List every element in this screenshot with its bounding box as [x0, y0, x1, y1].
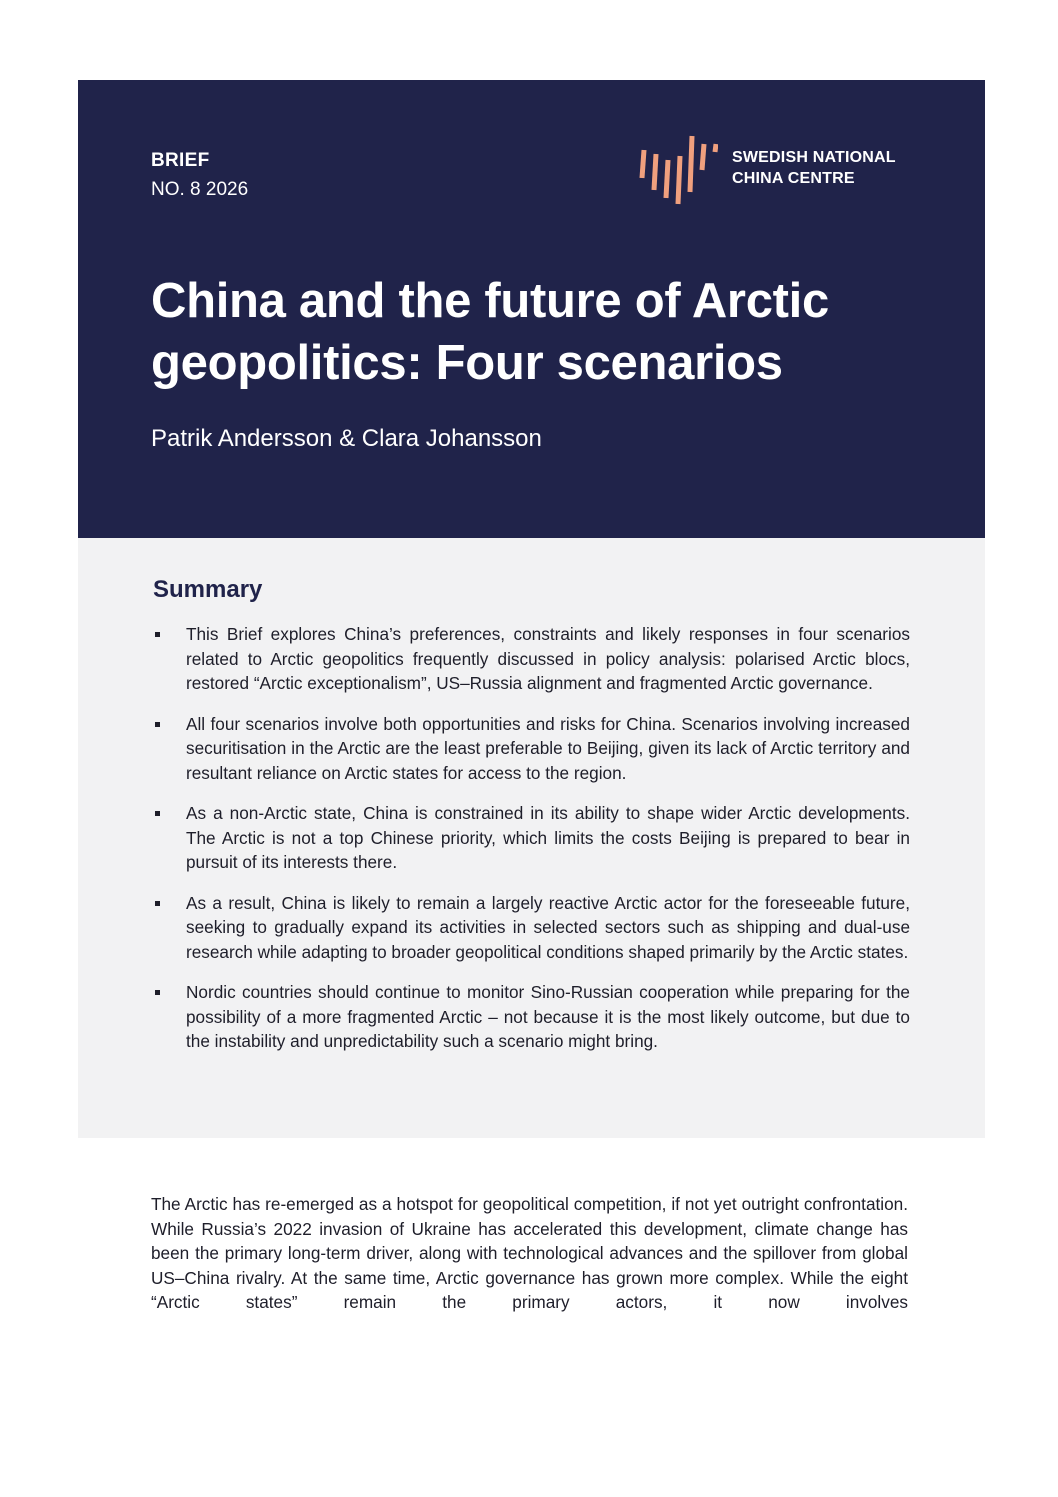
- summary-bullet: [153, 980, 910, 1054]
- summary-bullet-text: All four scenarios involve both opportunities and risks for China. Scenarios involving increased securitisation in the Arctic are the least preferable to Beijing, given its lack of Arctic territory and resultant reliance on Arctic states for access to the region.: [186, 713, 910, 783]
- organization-name-line-1: SWEDISH NATIONAL: [732, 149, 896, 166]
- summary-section: [78, 538, 985, 1138]
- summary-bullet-text: Nordic countries should continue to monitor Sino-Russian cooperation while preparing for the possibility of a more fragmented Arctic – not because it is the most likely outcome, but due to the instability and unpredictability such a scenario might bring.: [186, 982, 910, 1051]
- authors: Patrik Andersson & Clara Johansson: [151, 425, 542, 452]
- series-label: BRIEF: [151, 150, 210, 171]
- series-number: NO. 8 2026: [151, 179, 249, 200]
- header-banner: [78, 80, 985, 538]
- organization-name: [732, 147, 896, 189]
- summary-bullet: [153, 712, 910, 786]
- summary-bullet: [153, 622, 910, 696]
- bullet-square-icon: [155, 632, 160, 637]
- bullet-square-icon: [155, 901, 160, 906]
- summary-bullet-text: As a result, China is likely to remain a largely reactive Arctic actor for the foreseeable future, seeking to gradually expand its activities in selected sectors such as shipping and dual-use research while adapting to broader geopolitical conditions shaped primarily by the Arctic states.: [186, 892, 910, 962]
- summary-bullet-text: As a non-Arctic state, China is constrained in its ability to shape wider Arctic developments. The Arctic is not a top Chinese priority, which limits the costs Beijing is prepared to bear in pursuit of its interests there.: [186, 803, 910, 872]
- bullet-square-icon: [155, 990, 160, 995]
- document-title: China and the future of Arctic geopolitics: Four scenarios: [151, 274, 829, 390]
- series-info: [151, 146, 248, 204]
- organization-name-line-2: CHINA CENTRE: [732, 170, 855, 187]
- body-paragraph: The Arctic has re-emerged as a hotspot for geopolitical competition, if not yet outright confrontation. While Russia’s 2022 invasion of Ukraine has accelerated this development, climate change has been the primary long-term driver, along with technological advances and the spillover from global US–China rivalry. At the same time, Arctic governance has grown more complex. While the eight “Arctic states” remain the primary actors, it now involves: [151, 1194, 908, 1313]
- organization-logo: [638, 130, 896, 206]
- summary-heading: Summary: [153, 576, 263, 603]
- bar-stripes-logo-icon: [638, 130, 718, 206]
- summary-list: [153, 622, 910, 1070]
- summary-bullet-text: This Brief explores China’s preferences, constraints and likely responses in four scenarios related to Arctic geopolitics frequently discussed in policy analysis: polarised Arctic blocs, restored “Arctic exceptionalism”, US–Russia alignment and fragmented Arctic governance.: [186, 624, 910, 693]
- summary-bullet: [153, 891, 910, 965]
- summary-bullet: [153, 801, 910, 875]
- bullet-square-icon: [155, 811, 160, 816]
- bullet-square-icon: [155, 722, 160, 727]
